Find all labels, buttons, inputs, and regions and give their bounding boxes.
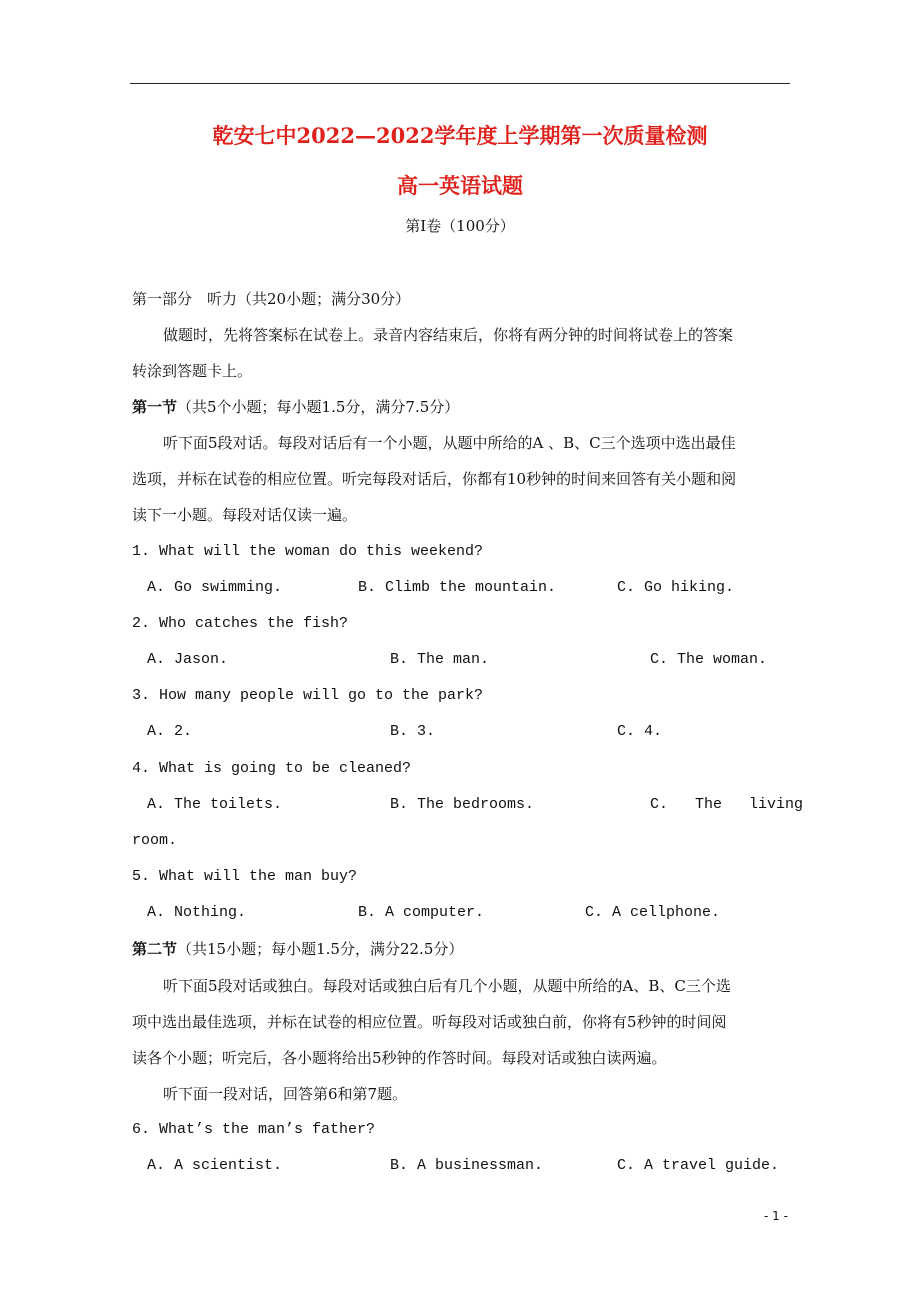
section1-heading-detail: （共5个小题；每小题1.5分，满分7.5分） [177,398,460,416]
q4-option-b: B. The bedrooms. [390,796,535,813]
q4-option-c: C. The living [650,796,804,813]
part1-instructions-cont: 转涂到答题卡上。 [132,362,253,380]
q4-option-c-cont: room. [132,832,178,849]
q3-option-b: B. 3. [390,723,436,740]
section2-heading-label: 第二节 [132,940,178,958]
q2-option-c: C. The woman. [650,651,768,668]
section2-instructions-cont: 项中选出最佳选项，并标在试卷的相应位置。听每段对话或独白前，你将有5秒钟的时间阅 [132,1013,727,1031]
section2-heading-detail: （共15小题；每小题1.5分，满分22.5分） [177,940,464,958]
question-4: 4. What is going to be cleaned? [132,760,412,777]
question-2: 2. Who catches the fish? [132,615,349,632]
q4-option-a: A. The toilets. [147,796,283,813]
question-1: 1. What will the woman do this weekend? [132,543,484,560]
q3-option-c: C. 4. [617,723,663,740]
question-3: 3. How many people will go to the park? [132,687,484,704]
q1-option-c: C. Go hiking. [617,579,735,596]
q2-option-a: A. Jason. [147,651,229,668]
q5-option-a: A. Nothing. [147,904,247,921]
part1-instructions: 做题时，先将答案标在试卷上。录音内容结束后，你将有两分钟的时间将试卷上的答案 [163,326,734,344]
dialogue-intro: 听下面一段对话，回答第6和第7题。 [163,1085,408,1103]
section2-heading [132,939,463,959]
exam-subtitle: 高一英语试题 [397,173,523,198]
section1-instructions: 听下面5段对话。每段对话后有一个小题，从题中所给的A 、B、C三个选项中选出最佳 [163,434,736,452]
section1-instructions-cont: 读下一小题。每段对话仅读一遍。 [132,506,358,524]
q1-option-a: A. Go swimming. [147,579,283,596]
q2-option-b: B. The man. [390,651,490,668]
section1-heading-label: 第一节 [132,398,178,416]
exam-title: 乾安七中2022—2022学年度上学期第一次质量检测 [212,123,708,148]
q5-option-c: C. A cellphone. [585,904,721,921]
header-rule [130,83,790,84]
q6-option-c: C. A travel guide. [617,1157,780,1174]
section2-instructions: 听下面5段对话或独白。每段对话或独白后有几个小题，从题中所给的A、B、C三个选 [163,977,731,995]
page-number: - 1 - [764,1209,788,1223]
volume-label: 第I卷（100分） [405,217,515,235]
q5-option-b: B. A computer. [358,904,485,921]
question-6: 6. What’s the man’s father? [132,1121,376,1138]
part1-heading: 第一部分 听力（共20小题；满分30分） [132,290,411,308]
section2-instructions-cont: 读各个小题；听完后，各小题将给出5秒钟的作答时间。每段对话或独白读两遍。 [132,1049,667,1067]
q1-option-b: B. Climb the mountain. [358,579,557,596]
q6-option-a: A. A scientist. [147,1157,283,1174]
question-5: 5. What will the man buy? [132,868,358,885]
q6-option-b: B. A businessman. [390,1157,544,1174]
section1-heading [132,397,459,417]
section1-instructions-cont: 选项，并标在试卷的相应位置。听完每段对话后，你都有10秒钟的时间来回答有关小题和阅 [132,470,737,488]
q3-option-a: A. 2. [147,723,193,740]
